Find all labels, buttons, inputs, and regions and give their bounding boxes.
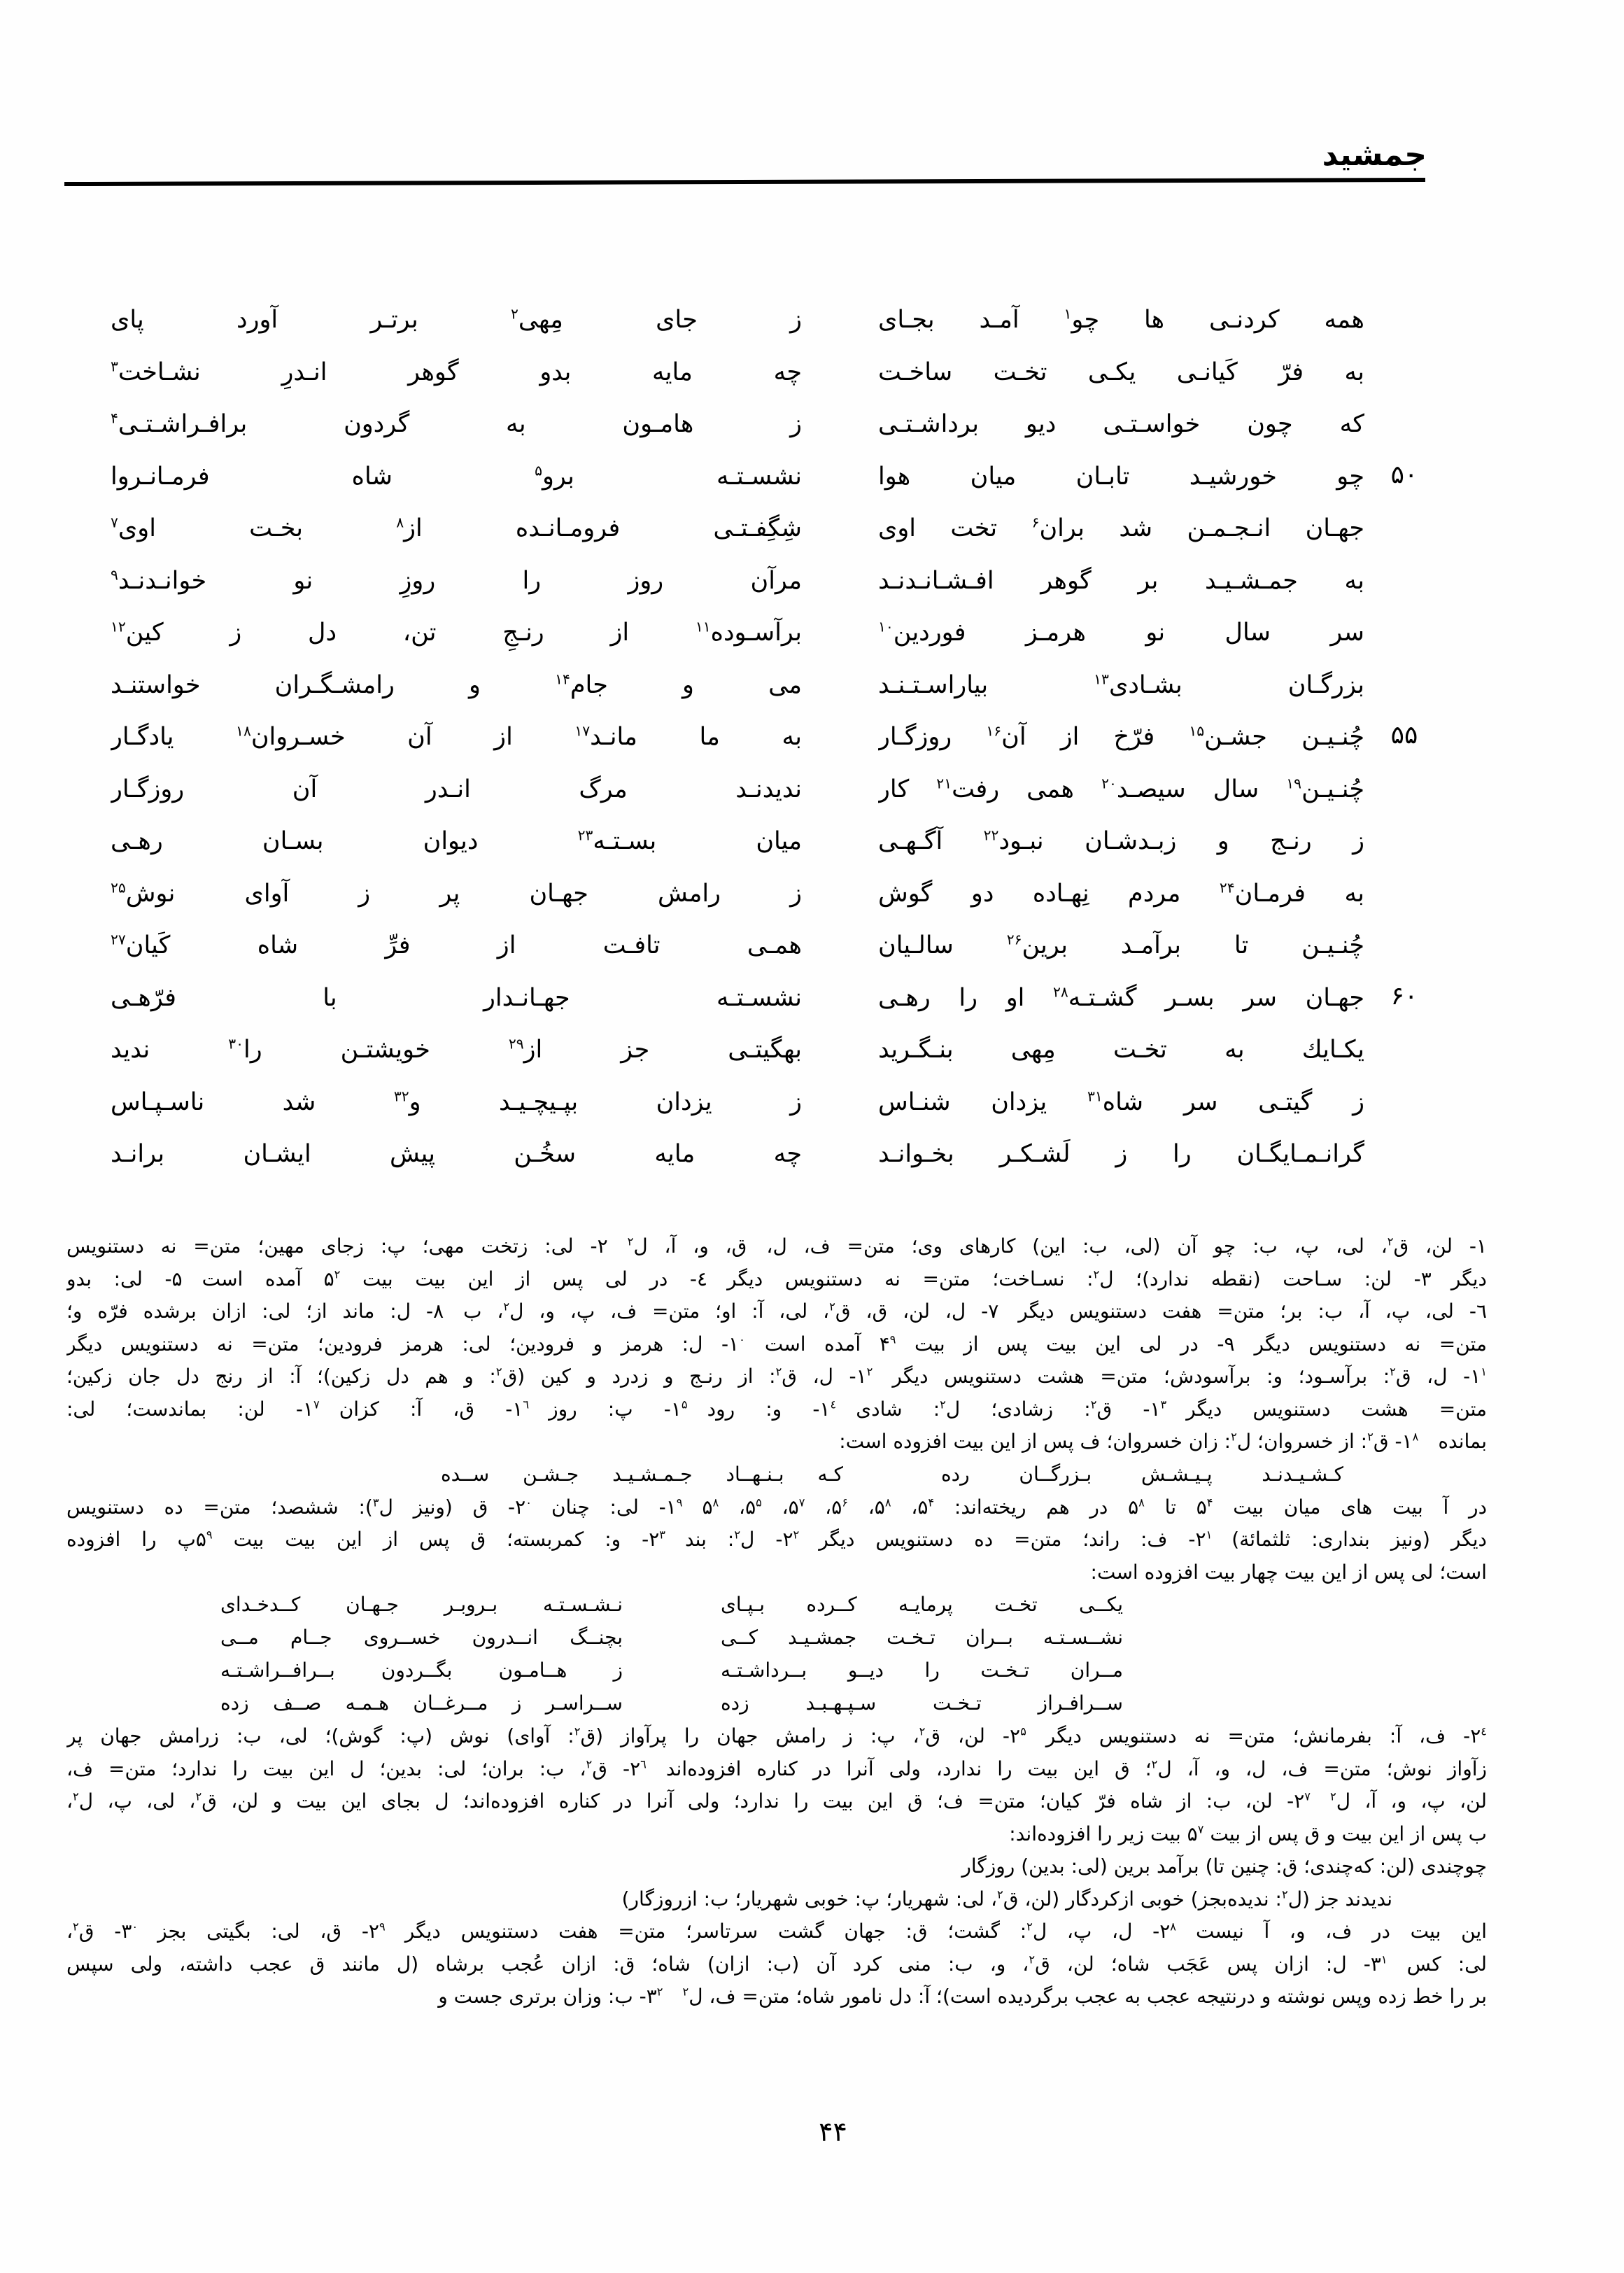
- verse-row: [0, 453, 1624, 506]
- verse-row: [0, 297, 1624, 349]
- hemistich-second: می و جام$^{۱۴}$ و رامشـگـران خواستنـد: [111, 670, 802, 699]
- footnote-line: ۱- لن، ق$^۲$، لی، پ، ب: چو آن (لی، ب: این) کارهای وی؛ متن= ف، ل، ق، و، آ، ل$^۲$ ۲- لی: زتخت مهی؛ پ: زجای مهین؛ متن= نه دستنویس: [66, 1234, 1487, 1258]
- footnote-verse-line: [66, 1621, 1487, 1654]
- footnote-verse-line: [66, 1458, 1487, 1491]
- hemistich-first: به جمـشـیـد بر گوهر افـشـانـدنـد: [878, 566, 1364, 595]
- verse-number: ۵۰: [1390, 460, 1418, 489]
- verse-row: [0, 714, 1624, 766]
- footnote-line: دیگر ۳- لن: سـاحت (نقطه ندارد)؛ ل$^۲$: نسـاخت؛ متن= نه دستنویس دیگر ٤- در لی پس از این بیت بیت $۵^۲$ آمده است ۵- لی: بدو: [66, 1267, 1487, 1290]
- hemistich-first: جهـان انـجـمـن شد بران$^۶$ تخت اوی: [878, 514, 1364, 542]
- hemistich-first: چُنـیـن تا برآمـد برین$^{۲۶}$ سالـیان: [878, 931, 1364, 959]
- footnotes: [66, 1230, 1487, 2013]
- verse-row: [0, 871, 1624, 923]
- footnote-verse-line: [66, 1654, 1487, 1687]
- footnote-hemistich-second: ز هــامـون بگــردون بــرافــراشـتـه: [220, 1659, 623, 1682]
- hemistich-first: بزرگـان بشـادی$^{۱۳}$ بیاراسـتـنـد: [878, 670, 1364, 699]
- verse-number: ۶۰: [1390, 981, 1418, 1011]
- footnote-line: متن= هشت دستنویس دیگر $۱^۳-$ ق$^۲$: زشادی؛ ل$^۲$: شادی $۱^٤-$ و: رود $۱^۵-$ پ: روز $۱^٦-$ ق، آ: کزان $۱^۷-$ لن: بماندست؛ لی:: [66, 1397, 1487, 1421]
- hemistich-second: بهگیتـی جز از$^{۲۹}$ خویشتـن را$^{۳۰}$ ندید: [111, 1035, 802, 1064]
- header-rule: [64, 178, 1425, 186]
- footnote-line: در آ بیت های میان بیت $۵^۴$ تا $۵^۸$ در هم ریخته‌اند: $۵^۴،$ $۵^۸،$ $۵^۶،$ $۵^۷،$ $۵^۵،$ $۵^۸$ $۱^۹-$ لی: چنان $۲^۰-$ ق (ونیز ل$^۳$): ششصد؛ متن= ده دستنویس: [66, 1495, 1487, 1519]
- verse-row: [0, 610, 1624, 662]
- hemistich-first: سر سال نو هرمـز فوردین$^{۱۰}$: [878, 618, 1364, 647]
- footnote-hemistich-second: کـه بـنـهــاد جـمـشـیـد جـشـن ســده: [441, 1462, 843, 1486]
- footnote-line: متن= نه دستنویس دیگر ۹- در لی این بیت پس از بیت $۴^۹$ آمده است $۱^۰-$ ل: هرمز و فرودین؛ لی: هرمز فرودین؛ متن= نه دستنویس دیگر: [66, 1332, 1487, 1356]
- hemistich-second: ز هامـون به گردون برافـراشـتـی$^۴$: [111, 409, 802, 438]
- footnote-line: ب پس از این بیت و ق پس از بیت $۵^۷$ بیت زیر را افزوده‌اند:: [1009, 1822, 1487, 1845]
- hemistich-second: شِگِفـتـی فرومـانـده از$^۸$ بخـت اوی$^۷$: [111, 514, 802, 542]
- footnote-hemistich-first: ســرافـراز تـخـت سـپـهـبـد زده: [721, 1691, 1123, 1715]
- footnote-line: است؛ لی پس از این بیت چهار بیت افزوده است:: [1090, 1560, 1487, 1584]
- footnote-line: لی: کس $۳^۱-$ ل: ازان پس عَجَب شاه؛ لن، ق$^۲$، و، ب: منی کرد آن (ب: ازان) شاه؛ ق: ازان عُجب برشاه (ل مانند ق عجب داشته، ولی سپس: [66, 1952, 1487, 1976]
- verse-number: ۵۵: [1390, 721, 1418, 750]
- hemistich-second: به ما مانـد$^{۱۷}$ از آن خسـروان$^{۱۸}$ یادگـار: [111, 722, 802, 751]
- hemistich-first: همه کردنـی ها چو$^۱$ آمـد بجـای: [878, 305, 1364, 334]
- footnote-line: $۲^٤-$ ف، آ: بفرمانش؛ متن= نه دستنویس دیگر $۲^۵-$ لن، ق$^۲$، پ: ز رامش جهان را پرآواز (ق$^۲$: آوای) نوش (پ: گوش)؛ لی، ب: زرامش جهان پر: [66, 1724, 1487, 1747]
- hemistich-second: چه مایه سخُـن پیش ایشـان برانـد: [111, 1140, 802, 1168]
- page-title: جمشید: [1322, 137, 1427, 173]
- verse-row: [0, 401, 1624, 453]
- footnote-hemistich-first: مــران تـخـت را دیــو بــرداشـتـه: [721, 1659, 1123, 1682]
- verse-row: [0, 1131, 1624, 1183]
- footnote-line: چوچندی (لن: که‌چندی؛ ق: چنین تا) برآمد برین (لی: بدین) روزگار: [961, 1855, 1487, 1878]
- verse-row: [0, 1027, 1624, 1079]
- footnote-line: زآواز نوش؛ متن= ف، ل، و، آ، ل$^۲$؛ ق این بیت را ندارد، ولی آنرا در کناره افزوده‌اند $۲^٦-$ ق$^۲$، ب: بران؛ لی: بدین؛ ل این بیت را ندارد؛ متن= ف،: [66, 1757, 1487, 1780]
- verse-row: [0, 766, 1624, 819]
- footnote-verse-line: [66, 1687, 1487, 1720]
- hemistich-second: ز یزدان بپـیچـیـد و$^{۳۲}$ شد ناسـپـاس: [111, 1087, 802, 1116]
- verse-row: [0, 558, 1624, 610]
- hemistich-first: جهـان سر بسـر گشـتـه$^{۲۸}$ او را رهـی: [878, 983, 1364, 1012]
- footnote-line: ندیدند جز (ل$^۲$: ندیده‌بجز) خوبی ازکردگار (لن، ق$^۲$، لی: شهریار؛ پ: خوبی شهریار؛ ب: ازروزگار): [621, 1887, 1392, 1910]
- verse-row: [0, 818, 1624, 871]
- page-number: ۴۴: [819, 2116, 847, 2147]
- footnote-line: بمانده $۱^۸-$ ق$^۲$: از خسروان؛ ل$^۲$: زان خسروان؛ ف پس از این بیت افزوده است:: [839, 1430, 1487, 1453]
- hemistich-first: چُنـیـن جشـن$^{۱۵}$ فرّخ از آن$^{۱۶}$ روزگـار: [878, 722, 1364, 751]
- footnote-hemistich-second: ســراسـر ز مــرغــان هـمـه صــف زده: [220, 1691, 623, 1715]
- hemistich-second: مرآن روز را روزِ نو خوانـدنـد$^۹$: [111, 565, 802, 595]
- verse-row: [0, 975, 1624, 1027]
- hemistich-second: نشسـتـه جهـانـدار با فرّهـی: [111, 983, 802, 1012]
- footnote-hemistich-second: بچنــگ انــدرون خســروی جــام مــی: [220, 1626, 623, 1649]
- hemistich-first: ز رنـج و زبـدشـان نبـود$^{۲۲}$ آگـهـی: [878, 826, 1364, 855]
- footnote-hemistich-first: کـشـیـدنـد پـیـشـش بـزرگــان رده: [941, 1462, 1343, 1486]
- footnote-hemistich-second: نـشـسـتـه بـروبـر جـهـان کــدخـدای: [220, 1593, 623, 1616]
- poem: [0, 297, 1624, 1183]
- footnote-line: لن، پ، و، آ، ل$^۲$ $۲^۷-$ لن، ب: از شاه فرّ کیان؛ متن= ف؛ ق این بیت را ندارد؛ ولی آنرا در کناره افزوده‌اند؛ ل بجای این بیت و لن، ق$^۲$، لی، پ، ل$^۲$،: [66, 1789, 1487, 1813]
- hemistich-second: ندیدنـد مرگ انـدر آن روزگـار: [111, 775, 802, 803]
- hemistich-second: برآسـوده$^{۱۱}$ از رنـجِ تن، دل ز کین$^{۱۲}$: [111, 618, 802, 647]
- hemistich-first: که چون خواسـتـی دیو برداشـتـی: [878, 410, 1364, 438]
- footnote-line: ٦- لی، پ، آ، ب: بر؛ متن= هفت دستنویس دیگر ۷- ل، لن، ق، ق$^۲$، لی، آ: او؛ متن= ف، پ، و، ل$^۲$، ب ۸- ل: ماند از؛ لی: ازان برشده فرّه و؛: [66, 1300, 1487, 1323]
- footnote-verse-line: [66, 1589, 1487, 1621]
- hemistich-first: به فرمـان$^{۲۴}$ مردم نِهـاده دو گوش: [878, 878, 1364, 908]
- hemistich-second: میان بسـتـه$^{۲۳}$ دیوان بسـان رهـی: [111, 826, 802, 855]
- hemistich-second: ز جای مِهی$^۲$ برتـر آورد پای: [111, 305, 802, 334]
- hemistich-first: یکـایك به تخـت مِهی بنـگـرید: [878, 1036, 1364, 1064]
- verse-row: [0, 1079, 1624, 1132]
- verse-row: [0, 922, 1624, 975]
- footnote-hemistich-first: یکــی تخـت پرمایـه کــرده بـپـای: [721, 1593, 1123, 1616]
- hemistich-first: به فرّ کَیانـی یکـی تخـت ساخـت: [878, 358, 1364, 386]
- hemistich-second: همـی تافـت از فرِّ شاه کَیان$^{۲۷}$: [111, 931, 802, 959]
- footnote-line: این بیت در ف، و، آ نیست $۲^۸-$ ل، پ، ل$^۲$: گشت؛ ق: جهان گشت سرتاسر؛ متن= هفت دستنویس دیگر $۲^۹-$ ق، لی: بگیتی بجز $۳^۰-$ ق$^۲$،: [66, 1920, 1487, 1943]
- verse-row: [0, 349, 1624, 402]
- hemistich-second: نشسـتـه برو$^۵$ شاه فرمـانـروا: [111, 461, 802, 491]
- verse-row: [0, 505, 1624, 558]
- hemistich-second: چه مایه بدو گوهر انـدرِ نشـاخت$^۳$: [111, 357, 802, 386]
- verse-row: [0, 662, 1624, 715]
- footnote-line: دیگر (ونیز بنداری: ثلثمائة) $۲^۱-$ ف: راند؛ متن= ده دستنویس دیگر $۲^۲-$ ل$^۲$: بند $۲^۳-$ و: کمربسته؛ ق پس از این بیت بیت $۵^۹پ$ را افزوده: [66, 1528, 1487, 1551]
- hemistich-first: ز گیتـی سر شاه$^{۳۱}$ یزدان شنـاس: [878, 1087, 1364, 1116]
- hemistich-first: گرانـمـایگـان را ز لَشـکـر بخـوانـد: [878, 1140, 1364, 1168]
- footnote-hemistich-first: نشــسـتـه بــران تـخـت جمشـیـد کــی: [721, 1626, 1123, 1649]
- hemistich-second: ز رامش جهـان پر ز آوای نوش$^{۲۵}$: [111, 878, 802, 908]
- hemistich-first: چو خورشیـد تابـان میان هوا: [878, 462, 1364, 491]
- footnote-line: بر را خط زده وپس نوشته و درنتیجه عجب به عجب برگردیده است)؛ آ: دل نامور شاه؛ متن= ف، ل$^۲$ $۳^۲-$ ب: وزان برتری جست و: [438, 1985, 1487, 2008]
- hemistich-first: چُنـیـن$^{۱۹}$ سال سیصـد$^{۲۰}$ همی رفت$^{۲۱}$ کار: [878, 774, 1364, 803]
- footnote-line: $۱^۱-$ ل، ق$^۲$: برآسـود؛ و: برآسودش؛ متن= هشت دستنویس دیگر $۱^۲-$ ل، ق$^۲$: از رنـج و زدرد و کین (ق$^۲$: و هم دل زکین)؛ آ: از رنج دل جان زکین؛: [66, 1365, 1487, 1388]
